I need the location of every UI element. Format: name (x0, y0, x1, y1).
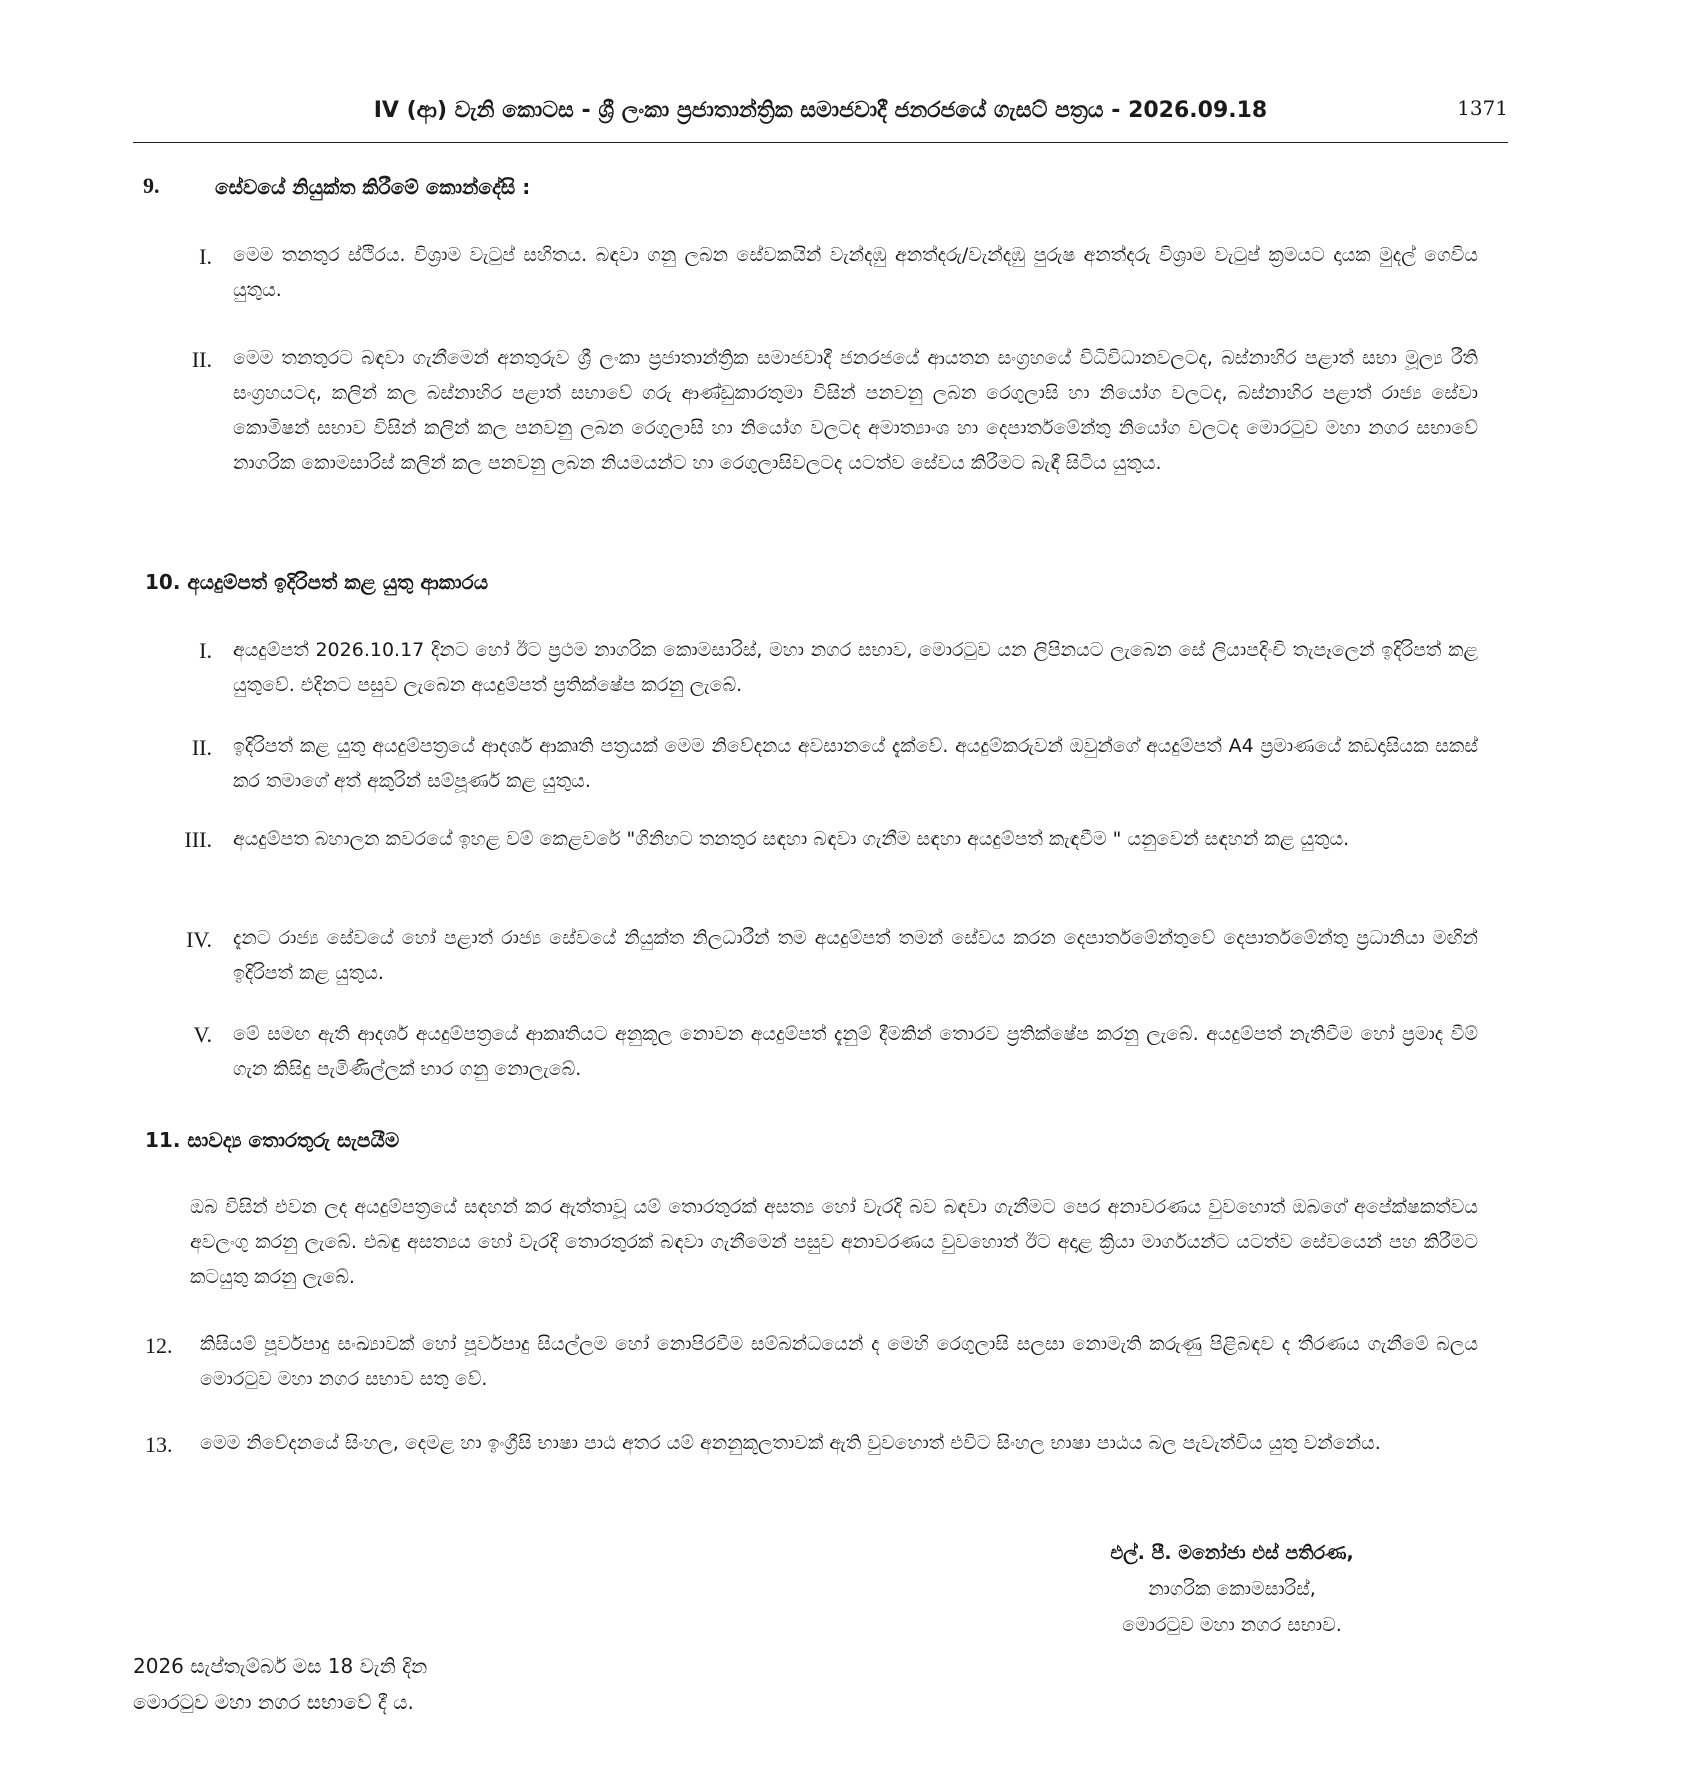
date-place-block (133, 1648, 427, 1720)
section-9-item-2-text: මෙම තනතුරට බඳවා ගැනීමෙන් අනතුරුව ශ්‍රී ලංකා ප්‍රජාතාන්ත්‍රික සමාජවාදී ජනරජයේ ආයතන සංග්‍රහයේ විධිවිධානවලටද, බස්නාහිර පළාත් සභා මූල්‍ය රීති සංග්‍රහයටද, කලින් කල බස්නාහිර පළාත් සභාවේ ගරු ආණ්ඩුකාරතුමා විසින් පනවනු ලබන රෙගුලාසි හා නියෝග වලටද, බස්නාහිර පළාත් රාජ්‍ය සේවා කොමිෂන් සභාව විසින් කලින් කල පනවනු ලබන රෙගුලාසි හා නියෝග වලටද අමාත්‍යාංශ හා දෙපාර්තමේන්තු නියෝග වලටද මොරටුව මහා නගර සභාවේ නාගරික කොමසාරිස් කලින් කල පනවනු ලබන නියමයන්ට හා රෙගුලාසිවලටද යටත්ව සේවය කිරීමට බැඳී සිටිය යුතුය. (233, 347, 1478, 474)
section-9-number: 9. (143, 173, 160, 198)
signatory-name: එල්. පී. මනෝජා එස් පතිරණ, (1110, 1542, 1354, 1564)
section-10-item-1-text: අයදුම්පත් 2026.10.17 දිනට හෝ ඊට ප්‍රථම නාගරික කොමසාරිස්, මහා නගර සභාව, මොරටුව යන ලිපිනයට ලැබෙන සේ ලියාපදිංචි තැපෑලෙන් ඉදිරිපත් කළ යුතුවේ. එදිනට පසුව ලැබෙන අයදුම්පත් ප්‍රතික්ෂේප කරනු ලැබේ. (233, 639, 1478, 696)
signatory-title: නාගරික කොමසාරිස්, (1148, 1578, 1316, 1600)
date-line: 2026 සැප්තැම්බර් මස 18 වැනි දින (133, 1654, 428, 1678)
section-10-item-4-text: දැනට රාජ්‍ය සේවයේ හෝ පළාත් රාජ්‍ය සේවයේ නියුක්ත නිලධාරීන් තම අයදුම්පත් තමන් සේවය කරන දෙපාර්තමේන්තුවේ දෙපාර්තමේන්තු ප්‍රධානියා මඟින් ඉදිරිපත් කළ යුතුය. (233, 927, 1478, 984)
section-11-text: ඔබ විසින් එවන ලද අයදුම්පත්‍රයේ සඳහන් කර ඇත්තාවූ යම් තොරතුරක් අසත්‍ය හෝ වැරදි බව බඳවා ගැනීමට පෙර අනාවරණය වුවහොත් ඔබගේ අපේක්ෂකත්වය අවලංගු කරනු ලැබේ. එබඳු අසත්‍යය හෝ වැරදි තොරතුරක් බඳවා ගැනීමෙන් පසුව අනාවරණය වුවහොත් ඊට අදාළ ක්‍රියා මාර්ගයන්ට යටත්ව සේවයෙන් පහ කිරීමට කටයුතු කරනු ලැබේ. (190, 1196, 1478, 1288)
section-10-title: 10. අයදුම්පත් ඉදිරිපත් කළ යුතු ආකාරය (145, 570, 489, 594)
section-13-number: 13. (145, 1432, 173, 1457)
signatory-organization: මොරටුව මහා නගර සභාව. (1122, 1614, 1342, 1636)
section-10-item-5-numeral: V. (193, 1022, 212, 1047)
section-11-title: 11. සාවද්‍ය තොරතුරු සැපයීම (145, 1128, 400, 1152)
signature-block (1072, 1535, 1392, 1643)
gazette-header-title: IV (ආ) වැනි කොටස - ශ්‍රී ලංකා ප්‍රජාතාන්ත්‍රික සමාජවාදී ජනරජයේ ගැසට් පත්‍රය - 2026.09.18 (373, 98, 1268, 123)
section-10-item-1-numeral: I. (199, 638, 212, 663)
section-13-text: මෙම නිවේදනයේ සිංහල, දෙමළ හා ඉංග්‍රීසි භාෂා පාඨ අතර යම් අනනුකූලතාවක් ඇති වුවහොත් එවිට සිංහල භාෂා පාඨය බල පැවැත්විය යුතු වන්නේය. (200, 1432, 1381, 1454)
section-10-item-5-text: මේ සමඟ ඇති ආදර්ශ අයදුම්පත්‍රයේ ආකෘතියට අනුකූල නොවන අයදුම්පත් දැනුම් දීමකින් තොරව ප්‍රතික්ෂේප කරනු ලැබේ. අයදුම්පත් නැතිවීම හෝ ප්‍රමාද වීම් ගැන කිසිදු පැමිණිල්ලක් භාර ගනු නොලැබේ. (233, 1023, 1478, 1080)
section-9-item-1-text: මෙම තනතුර ස්ථිරය. විශ්‍රාම වැටුප් සහිතය. බඳවා ගනු ලබන සේවකයින් වැන්දඹු අනත්දරු/වැන්දඹු පුරුෂ අනත්දරු විශ්‍රාම වැටුප් ක්‍රමයට දායක මුදල් ගෙවිය යුතුය. (233, 244, 1478, 301)
section-9-item-2-numeral: II. (191, 347, 212, 372)
section-10-item-2-numeral: II. (191, 735, 212, 760)
section-12-number: 12. (145, 1333, 173, 1358)
section-9-item-1-numeral: I. (199, 244, 212, 269)
section-10-item-4-numeral: IV. (186, 927, 212, 952)
section-9-title: සේවයේ නියුක්ත කිරීමේ කොන්දේසි : (215, 175, 531, 199)
section-10-item-2-text: ඉදිරිපත් කළ යුතු අයදුම්පත්‍රයේ ආදර්ශ ආකෘති පත්‍රයක් මෙම නිවේදනය අවසානයේ දැක්වේ. අයදුම්කරුවන් ඔවුන්ගේ අයදුම්පත් A4 ප්‍රමාණයේ කඩදාසියක සකස් කර තමාගේ අත් අකුරින් සම්පූර්ණ කළ යුතුය. (233, 735, 1478, 792)
section-10-item-3-text: අයදුම්පත බහාලන කවරයේ ඉහළ වම් කෙළවරේ "ගිනිහට තනතුර සඳහා බඳවා ගැනීම සඳහා අයදුම්පත් කැඳවීම " යනුවෙන් සඳහන් කළ යුතුය. (233, 828, 1350, 850)
page-header (133, 96, 1508, 143)
section-12-text: කිසියම් පූර්වපාදු සංඛ්‍යාවක් හෝ පූර්වපාදු සියල්ලම හෝ නොපිරවීම සම්බන්ධයෙන් ද මෙහි රෙගුලාසි සලසා නොමැති කරුණු පිළිබඳව ද තීරණය ගැනීමේ බලය මොරටුව මහා නගර සභාව සතු වේ. (200, 1333, 1478, 1390)
page-number: 1371 (1457, 96, 1508, 120)
section-10-item-3-numeral: III. (184, 827, 212, 852)
place-line: මොරටුව මහා නගර සභාවේ දී ය. (133, 1690, 414, 1714)
